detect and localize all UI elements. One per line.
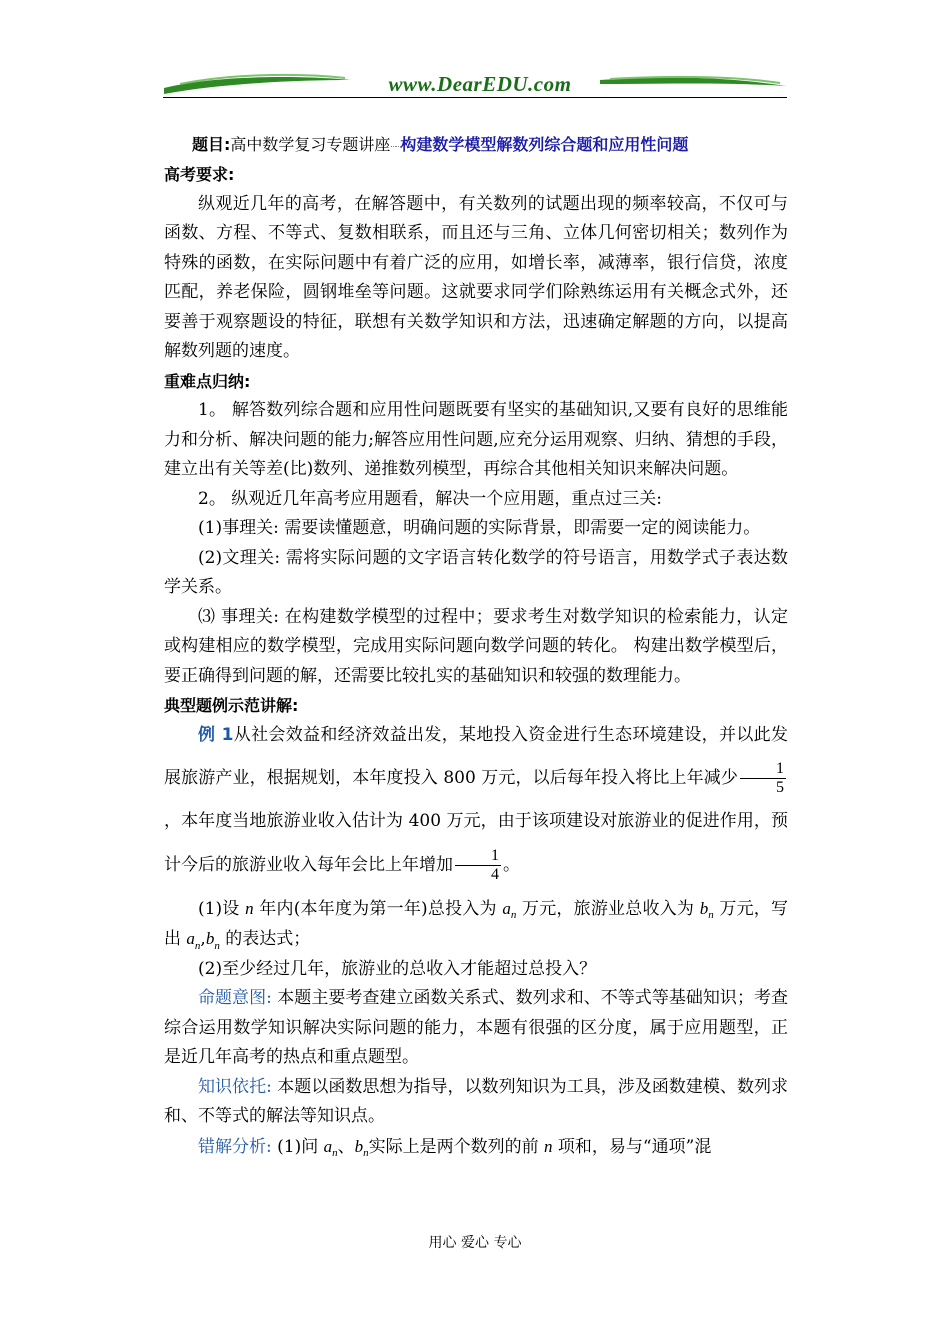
error-analysis-paragraph: 错解分析: (1)问 $a_n$、$b_n$实际上是两个数列的前 n 项和，易与“通项”混 [198,1136,712,1160]
title-prefix: 高中数学复习专题讲座 [230,135,391,154]
section-heading-requirements: 高考要求: [164,165,235,185]
site-header [160,66,790,106]
page-footer: 用心 爱心 专心 [428,1235,522,1251]
section-heading-key-points: 重难点归纳: [164,371,251,391]
key-point-1: 1。 解答数列综合题和应用性问题既要有坚实的基础知识,又要有良好的思维能力和分析、解决问题的能力;解答应用性问题,应充分运用观察、归纳、猜想的手段，建立出有关等差(比)数列、递推数列模型，再综合其他相关知识来解决问题。 [164,400,788,480]
pass-3: ⑶ 事理关: 在构建数学模型的过程中；要求考生对数学知识的检索能力，认定或构建相应的数学模型，完成用实际问题向数学问题的转化。 构建出数学模型后，要正确得到问题的解，还需要比较扎实的基础知识和较强的数理能力。 [164,606,788,686]
fraction-one-fourth: $\frac{1}{4}$ [455,847,501,884]
error-label: 错解分析: [198,1136,272,1157]
fraction-one-fifth: $\frac{1}{5}$ [740,760,786,797]
pass-2: (2)文理关: 需将实际问题的文字语言转化数学的符号语言，用数学式子表达数学关系。 [164,547,788,598]
example-1-question-2: (2)至少经过几年，旅游业的总收入才能超过总投入？ [198,958,597,979]
title-label: 题目: [192,135,231,154]
example-1-question-1: (1)设 n 年内(本年度为第一年)总投入为 $a_n$ 万元，旅游业总收入为 $b_n$ 万元，写出 $a_n,b_n$ 的表达式； [164,898,789,952]
title-separator: …… [390,141,401,149]
requirements-paragraph: 纵观近几年的高考，在解答题中，有关数列的试题出现的频率较高，不仅可与函数、方程、不等式、复数相联系，而且还与三角、立体几何密切相关；数列作为特殊的函数，在实际问题中有着广泛的应用，如增长率，减薄率，银行信贷，浓度匹配，养老保险，圆钢堆垒等问题。这就要求同学们除熟练运用有关概念式外，还要善于观察题设的特征，联想有关数学知识和方法，迅速确定解题的方向，以提高解数列题的速度。 [164,193,788,362]
example-1-text-a: 从社会效益和经济效益出发，某地投入资金进行生态环境建设，并以此发展旅游产业，根据规划，本年度投入 800 万元，以后每年投入将比上年减少 [164,724,789,789]
section-heading-examples: 典型题例示范讲解: [164,696,299,716]
document-body [164,130,788,1162]
basis-paragraph: 知识依托: 本题以函数思想为指导，以数列知识为工具，涉及函数建模、数列求和、不等式的解法等知识点。 [164,1076,789,1127]
basis-label: 知识依托: [198,1076,272,1097]
example-1-text-c: 。 [503,854,520,875]
example-1-label: 例 1 [198,724,234,745]
site-name-logo[interactable]: www.DearEDU.com [388,72,572,96]
intent-label: 命题意图: [198,988,272,1009]
example-1-text-b: ，本年度当地旅游业收入估计为 400 万元，由于该项建设对旅游业的促进作用，预计今后的旅游业收入每年会比上年增加 [164,811,788,875]
document-title [164,130,788,160]
example-1-statement [164,721,788,894]
title-main: 构建数学模型解数列综合题和应用性问题 [400,135,689,154]
intent-paragraph: 命题意图: 本题主要考查建立函数关系式、数列求和、不等式等基础知识；考查综合运用数学知识解决实际问题的能力，本题有很强的区分度，属于应用题型，正是近几年高考的热点和重点题型。 [164,988,789,1068]
key-point-2: 2。 纵观近几年高考应用题看，解决一个应用题，重点过三关: [198,488,662,509]
pass-1: (1)事理关: 需要读懂题意，明确问题的实际背景，即需要一定的阅读能力。 [198,518,761,539]
header-rule [163,97,787,98]
